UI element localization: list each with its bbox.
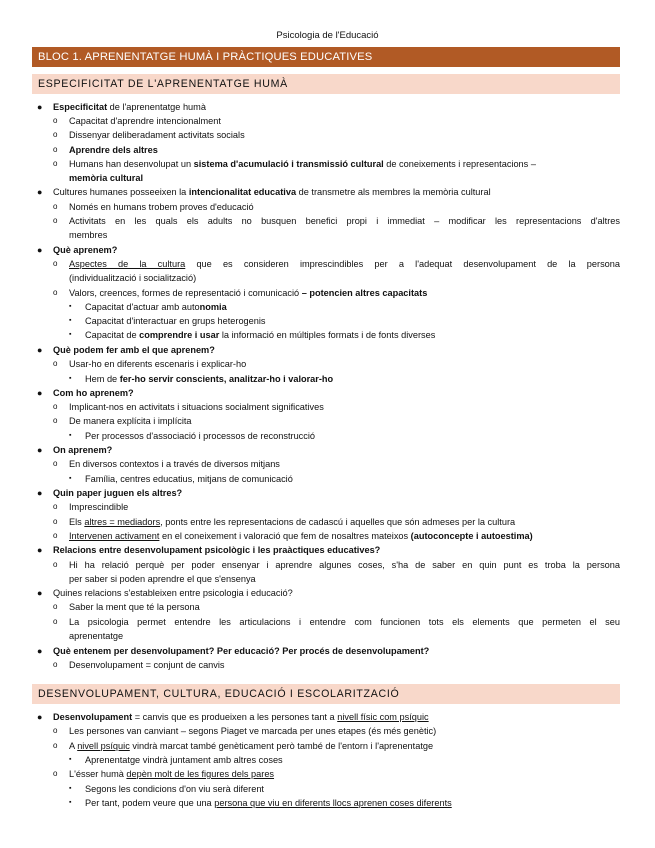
list-item <box>69 630 123 642</box>
list-item <box>69 144 158 156</box>
text-run: Capacitat de <box>85 330 140 340</box>
bullet-marker: o <box>53 517 58 526</box>
text-run: , ponts entre les representacions de cadascú i aquelles que són admeses per la cultura <box>160 517 516 527</box>
bold-text: nomia <box>199 302 227 312</box>
bullet-marker: ▪ <box>69 785 72 792</box>
list-item <box>69 415 192 427</box>
bold-text: Desenvolupament <box>53 712 133 722</box>
text-run: = canvis que es produeixen a les persones tant a <box>132 712 338 722</box>
bullet-marker: ● <box>37 646 43 656</box>
list-item <box>69 458 280 470</box>
text-run: Activitats en les quals els adults no busquen benefici propi i immediat – modificar les representacions d'altres <box>69 216 620 226</box>
list-item <box>69 501 128 513</box>
bold-text: – potencien altres capacitats <box>301 288 428 298</box>
text-run: la informació en múltiples formats i de fonts diverses <box>219 330 436 340</box>
list-item <box>53 244 117 256</box>
text-run: en el coneixement i valoració que fem de nosaltres mateixos <box>159 531 411 541</box>
bullet-marker: o <box>53 159 58 168</box>
bullet-marker: o <box>53 741 58 750</box>
text-run: Per processos d'associació i processos de reconstrucció <box>85 431 316 441</box>
list-item <box>69 559 620 571</box>
list-item <box>69 616 620 628</box>
bullet-marker: o <box>53 531 58 540</box>
bullet-marker: ▪ <box>69 303 72 310</box>
bullet-marker: ▪ <box>69 799 72 806</box>
bold-text: sistema d'acumulació i transmissió cultural <box>193 159 384 169</box>
list-item <box>69 215 620 227</box>
text-run: Saber la ment que té la persona <box>69 602 200 612</box>
bullet-marker: o <box>53 416 58 425</box>
bullet-marker: o <box>53 216 58 225</box>
list-item <box>53 444 112 456</box>
bullet-marker: ▪ <box>69 375 72 382</box>
text-run: En diversos contextos i a través de diversos mitjans <box>69 459 280 469</box>
text-run: de transmetre als membres la memòria cultural <box>296 187 491 197</box>
section-title-especificitat: ESPECIFICITAT DE L'APRENENTATGE HUMÀ <box>32 74 620 94</box>
list-item <box>85 797 452 809</box>
text-run: Capacitat d'interactuar en grups heterogenis <box>85 316 266 326</box>
list-item <box>85 754 283 766</box>
list-item <box>69 272 196 284</box>
bullet-marker: ● <box>37 388 43 398</box>
bullet-marker: o <box>53 202 58 211</box>
bold-text: Què entenem per desenvolupament? Per educació? Per procés de desenvolupament? <box>53 646 430 656</box>
bullet-marker: ● <box>37 712 43 722</box>
list-item <box>53 544 380 556</box>
bold-text: comprendre i usar <box>139 330 220 340</box>
list-item <box>69 768 274 780</box>
list-item <box>69 530 533 542</box>
underlined-text: depèn molt de les figures dels pares <box>126 769 275 779</box>
text-run: Dissenyar deliberadament activitats socials <box>69 130 245 140</box>
list-item <box>53 711 429 723</box>
bullet-marker: ● <box>37 588 43 598</box>
text-run: Valors, creences, formes de representació i comunicació <box>69 288 302 298</box>
text-run: (individualització i socialització) <box>69 273 197 283</box>
text-run: aprenentatge <box>69 631 124 641</box>
bullet-marker: ▪ <box>69 432 72 439</box>
bullet-marker: o <box>53 402 58 411</box>
text-run: Imprescindible <box>69 502 129 512</box>
list-item <box>85 315 266 327</box>
list-item <box>85 373 333 385</box>
list-item <box>69 358 246 370</box>
bullet-marker: o <box>53 359 58 368</box>
bullet-marker: o <box>53 769 58 778</box>
text-run: Desenvolupament = conjunt de canvis <box>69 660 225 670</box>
underlined-text: persona que viu en diferents llocs aprenen coses diferents <box>214 798 452 808</box>
bold-text: (autoconcepte i autoestima) <box>410 531 533 541</box>
underlined-text: nivell físic com psíquic <box>337 712 429 722</box>
list-item <box>53 344 215 356</box>
bullet-marker: o <box>53 560 58 569</box>
list-item <box>69 172 143 184</box>
text-run: Només en humans trobem proves d'educació <box>69 202 254 212</box>
text-run: Per tant, podem veure que una <box>85 798 215 808</box>
bullet-marker: o <box>53 660 58 669</box>
list-item <box>69 725 436 737</box>
text-run: membres <box>69 230 108 240</box>
text-run: A <box>69 741 78 751</box>
underlined-text: Aspectes de la cultura <box>69 259 186 269</box>
list-item <box>53 587 293 599</box>
underlined-text: altres = mediadors <box>84 517 161 527</box>
list-item <box>69 201 254 213</box>
list-item <box>69 287 427 299</box>
list-item <box>69 516 515 528</box>
bullet-marker: o <box>53 459 58 468</box>
bold-text: fer-ho servir conscients, analitzar-ho i valorar-ho <box>119 374 334 384</box>
text-run: Quines relacions s'estableixen entre psicologia i educació? <box>53 588 293 598</box>
bold-text: Quin paper juguen els altres? <box>53 488 183 498</box>
list-item <box>69 573 256 585</box>
bold-text: On aprenem? <box>53 445 113 455</box>
list-item <box>69 229 107 241</box>
bullet-marker: ▪ <box>69 331 72 338</box>
bullet-marker: ● <box>37 245 43 255</box>
bold-text: Què aprenem? <box>53 245 118 255</box>
bullet-marker: o <box>53 145 58 154</box>
list-item <box>53 387 134 399</box>
list-item <box>69 601 200 613</box>
bold-text: Com ho aprenem? <box>53 388 134 398</box>
list-item <box>85 329 435 341</box>
text-run: Les persones van canviant – segons Piaget ve marcada per unes etapes (és més genètic) <box>69 726 437 736</box>
bullet-marker: o <box>53 602 58 611</box>
bullet-marker: o <box>53 259 58 268</box>
text-run: Segons les condicions d'on viu serà diferent <box>85 784 264 794</box>
bold-text: Especificitat <box>53 102 108 112</box>
text-run: Capacitat d'aprendre intencionalment <box>69 116 221 126</box>
bold-text: memòria cultural <box>69 173 144 183</box>
bullet-marker: ▪ <box>69 317 72 324</box>
text-run: De manera explícita i implícita <box>69 416 192 426</box>
text-run: L'ésser humà <box>69 769 127 779</box>
list-item <box>53 186 491 198</box>
list-item <box>69 129 245 141</box>
bullet-marker: o <box>53 130 58 139</box>
list-item <box>69 401 324 413</box>
list-item <box>85 430 315 442</box>
bullet-marker: ▪ <box>69 475 72 482</box>
underlined-text: Intervenen activament <box>69 531 160 541</box>
bullet-marker: ● <box>37 488 43 498</box>
bold-text: Relacions entre desenvolupament psicològic i les praàctiques educatives? <box>53 545 381 555</box>
text-run: Família, centres educatius, mitjans de comunicació <box>85 474 293 484</box>
list-item <box>69 115 221 127</box>
bullet-marker: ▪ <box>69 756 72 763</box>
list-item <box>85 301 227 313</box>
list-item <box>69 158 536 170</box>
bullet-marker: o <box>53 617 58 626</box>
bullet-marker: o <box>53 288 58 297</box>
text-run: Cultures humanes posseeixen la <box>53 187 189 197</box>
bullet-marker: ● <box>37 345 43 355</box>
text-run: de coneixements i representacions – <box>383 159 536 169</box>
bold-text: intencionalitat educativa <box>188 187 297 197</box>
bloc-title: BLOC 1. APRENENTATGE HUMÀ I PRÀCTIQUES EDUCATIVES <box>32 47 620 67</box>
text-run: vindrà marcat també genèticament però també de l'entorn i l'aprenentatge <box>129 741 434 751</box>
list-item <box>69 258 620 270</box>
text-run: Els <box>69 517 85 527</box>
bullet-marker: ● <box>37 445 43 455</box>
bullet-marker: ● <box>37 187 43 197</box>
page-header: Psicologia de l'Educació <box>276 30 379 41</box>
list-item <box>69 659 225 671</box>
text-run: Implicant-nos en activitats i situacions socialment significatives <box>69 402 324 412</box>
bullet-marker: o <box>53 726 58 735</box>
text-run: Usar-ho en diferents escenaris i explicar-ho <box>69 359 247 369</box>
list-item <box>53 101 206 113</box>
list-item <box>53 645 429 657</box>
text-run: Hem de <box>85 374 120 384</box>
bullet-marker: ● <box>37 545 43 555</box>
section-title-desenvolupament: DESENVOLUPAMENT, CULTURA, EDUCACIÓ I ESCOLARITZACIÓ <box>32 684 620 704</box>
list-item <box>69 740 433 752</box>
bold-text: Aprendre dels altres <box>69 145 158 155</box>
list-item <box>53 487 182 499</box>
list-item <box>85 783 264 795</box>
text-run: Capacitat d'actuar amb auto <box>85 302 200 312</box>
text-run: La psicologia permet entendre les articulacions i entendre com funcionen tots els elements que permeten el seu <box>69 617 620 627</box>
text-run: Humans han desenvolupat un <box>69 159 194 169</box>
bullet-marker: o <box>53 116 58 125</box>
text-run: Aprenentatge vindrà juntament amb altres coses <box>85 755 283 765</box>
text-run: que es consideren imprescindibles per a l'adequat desenvolupament de la persona <box>185 259 620 269</box>
text-run: Hi ha relació perquè per poder ensenyar i aprendre algunes coses, s'ha de saber en quin punt es troba la persona <box>69 560 620 570</box>
text-run: per saber si poden aprendre el que s'ensenya <box>69 574 256 584</box>
bullet-marker: ● <box>37 102 43 112</box>
list-item <box>85 473 293 485</box>
bullet-marker: o <box>53 502 58 511</box>
text-run: de l'aprenentatge humà <box>107 102 206 112</box>
bold-text: Què podem fer amb el que aprenem? <box>53 345 215 355</box>
underlined-text: nivell psíquic <box>77 741 130 751</box>
